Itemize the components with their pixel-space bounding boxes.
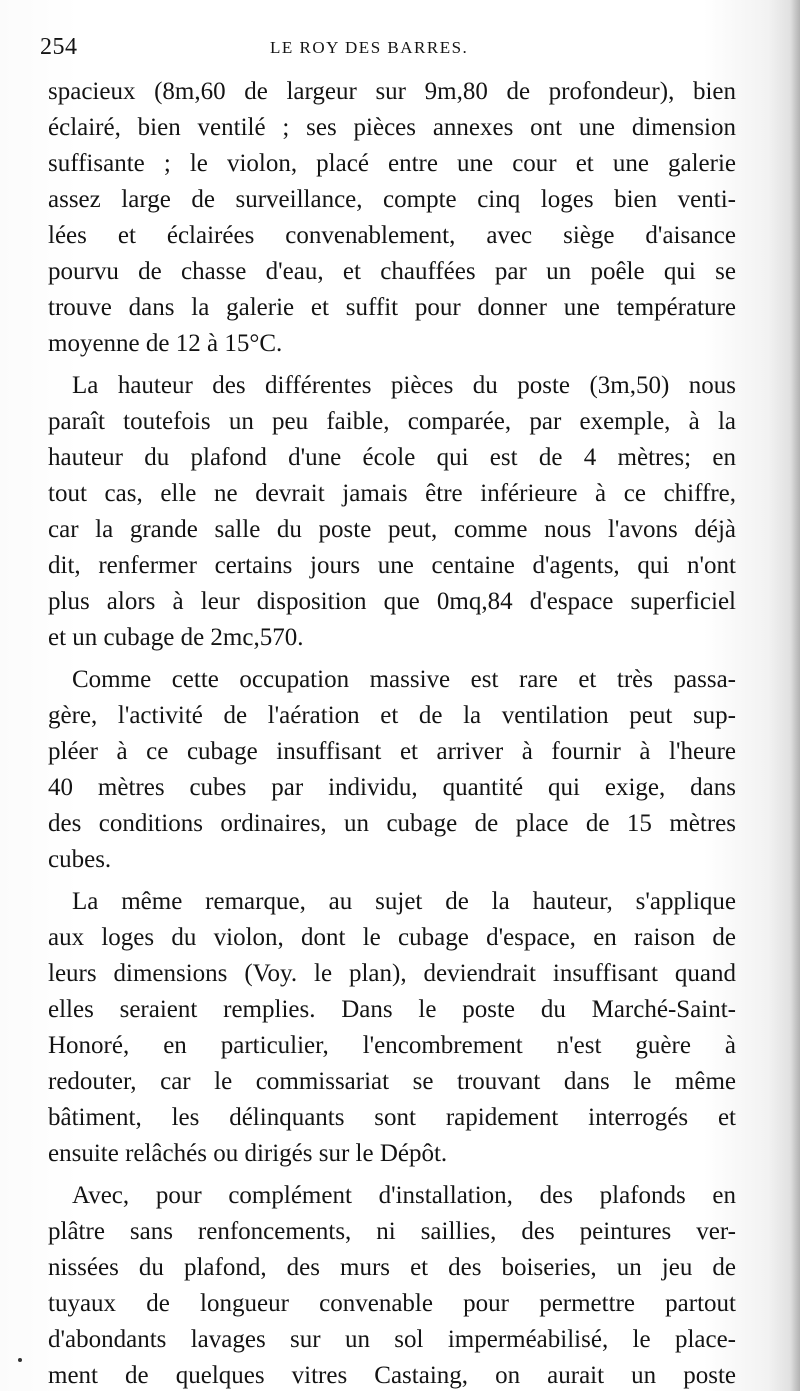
text-line: aux loges du violon, dont le cubage d'espace, en raison de <box>48 924 736 951</box>
text-line: ensuite relâchés ou dirigés sur le Dépôt. <box>48 1140 448 1167</box>
text-line: Avec, pour complément d'installation, des plafonds en <box>72 1182 736 1209</box>
text-line: bâtiment, les délinquants sont rapidement interrogés et <box>48 1104 736 1131</box>
page-number: 254 <box>40 34 78 60</box>
text-line: pourvu de chasse d'eau, et chauffées par un poêle qui se <box>48 258 736 285</box>
text-line: La hauteur des différentes pièces du poste (3m,50) nous <box>72 372 736 399</box>
text-line: leurs dimensions (Voy. le plan), deviendrait insuffisant quand <box>48 960 736 987</box>
text-line: des conditions ordinaires, un cubage de place de 15 mètres <box>48 810 736 837</box>
text-line: spacieux (8m,60 de largeur sur 9m,80 de profondeur), bien <box>48 78 736 105</box>
text-line: paraît toutefois un peu faible, comparée, par exemple, à la <box>48 408 736 435</box>
text-line: gère, l'activité de l'aération et de la ventilation peut sup- <box>48 702 736 729</box>
text-line: et un cubage de 2mc,570. <box>48 624 304 651</box>
text-line: plus alors à leur disposition que 0mq,84 d'espace superficiel <box>48 588 736 615</box>
text-line: 40 mètres cubes par individu, quantité qui exige, dans <box>48 774 736 801</box>
text-line: assez large de surveillance, compte cinq loges bien venti- <box>48 186 736 213</box>
text-line: nissées du plafond, des murs et des boiseries, un jeu de <box>48 1254 736 1281</box>
running-head <box>40 34 740 60</box>
text-line: lées et éclairées convenablement, avec siège d'aisance <box>48 222 736 249</box>
text-line: tuyaux de longueur convenable pour permettre partout <box>48 1290 736 1317</box>
text-line: car la grande salle du poste peut, comme nous l'avons déjà <box>48 516 736 543</box>
text-line: tout cas, elle ne devrait jamais être inférieure à ce chiffre, <box>48 480 736 507</box>
text-line: pléer à ce cubage insuffisant et arriver à fournir à l'heure <box>48 738 736 765</box>
paragraph <box>48 74 736 362</box>
text-line: éclairé, bien ventilé ; ses pièces annexes ont une dimension <box>48 114 736 141</box>
text-line: moyenne de 12 à 15°C. <box>48 330 283 357</box>
running-title: LE ROY DES BARRES. <box>270 38 469 57</box>
text-line: dit, renfermer certains jours une centaine d'agents, qui n'ont <box>48 552 736 579</box>
page-edge-shadow <box>790 0 800 1391</box>
ink-speck <box>18 1358 22 1362</box>
text-line: elles seraient remplies. Dans le poste du Marché-Saint- <box>48 996 736 1023</box>
text-line: d'abondants lavages sur un sol imperméabilisé, le place- <box>48 1326 736 1353</box>
paragraph <box>48 884 736 1172</box>
paragraph <box>48 1178 736 1394</box>
text-line: suffisante ; le violon, placé entre une cour et une galerie <box>48 150 736 177</box>
text-line: trouve dans la galerie et suffit pour donner une température <box>48 294 736 321</box>
text-line: ment de quelques vitres Castaing, on aurait un poste <box>48 1362 736 1389</box>
text-line: plâtre sans renfoncements, ni saillies, des peintures ver- <box>48 1218 736 1245</box>
text-line: hauteur du plafond d'une école qui est de 4 mètres; en <box>48 444 736 471</box>
text-line: La même remarque, au sujet de la hauteur, s'applique <box>72 888 736 915</box>
text-line: redouter, car le commissariat se trouvant dans le même <box>48 1068 736 1095</box>
paragraph <box>48 368 736 656</box>
body-text <box>48 74 736 1400</box>
text-line: Honoré, en particulier, l'encombrement n'est guère à <box>48 1032 736 1059</box>
text-line: cubes. <box>48 846 112 873</box>
text-line: Comme cette occupation massive est rare et très passa- <box>72 666 736 693</box>
paragraph <box>48 662 736 878</box>
